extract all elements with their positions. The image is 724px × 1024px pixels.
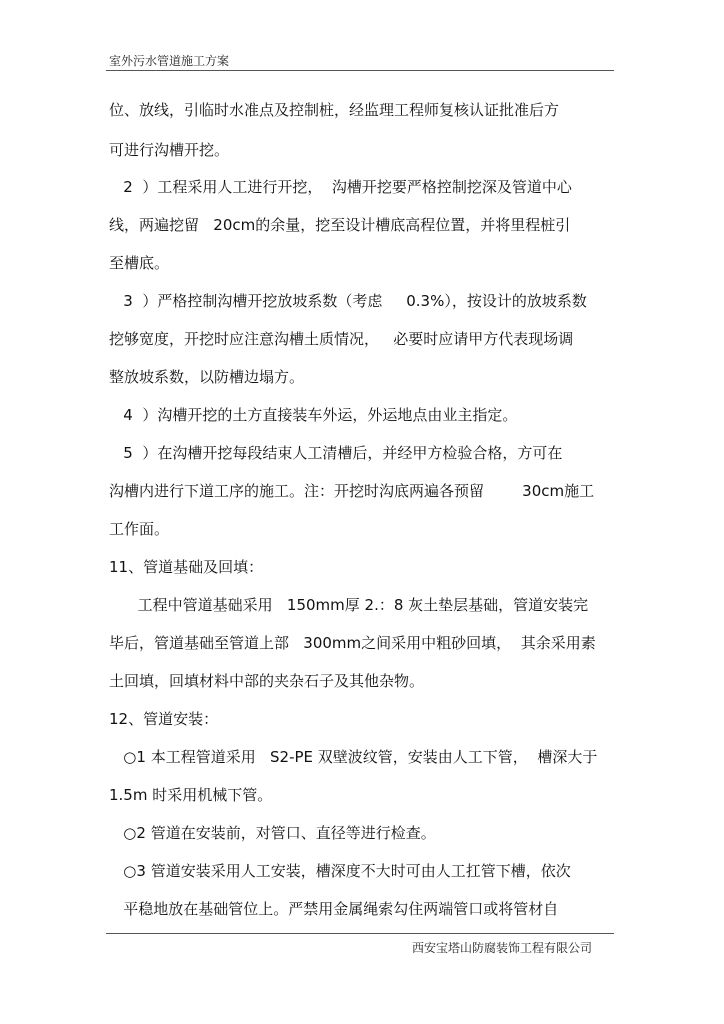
body-line: 5 ）在沟槽开挖每段结束人工清槽后，并经甲方检验合格，方可在 — [109, 444, 563, 462]
body-line: ○2 管道在安装前，对管口、直径等进行检查。 — [109, 824, 436, 842]
body-line: 位、放线，引临时水准点及控制桩，经监理工程师复核认证批准后方 — [109, 101, 560, 119]
body-line: ○1 本工程管道采用 S2-PE 双壁波纹管，安装由人工下管， 槽深大于 — [109, 748, 598, 766]
running-header-title: 室外污水管道施工方案 — [109, 54, 230, 68]
section-heading: 11、管道基础及回填： — [109, 558, 264, 576]
body-line: 3 ）严格控制沟槽开挖放坡系数（考虑 0.3%），按设计的放坡系数 — [109, 292, 587, 310]
body-line: 工作面。 — [109, 520, 170, 538]
section-heading: 12、管道安装： — [109, 710, 219, 728]
body-line: 沟槽内进行下道工序的施工。注：开挖时沟底两遍各预留 30cm施工 — [109, 482, 595, 500]
body-line: 线，两遍挖留 20cm的余量，挖至设计槽底高程位置，并将里程桩引 — [109, 216, 571, 234]
body-line: 平稳地放在基础管位上。严禁用金属绳索勾住两端管口或将管材自 — [109, 900, 559, 918]
footer-divider — [106, 933, 614, 934]
body-line: 土回填，回填材料中部的夹杂石子及其他杂物。 — [109, 672, 425, 690]
body-line: 整放坡系数，以防槽边塌方。 — [109, 368, 305, 386]
body-line: 4 ）沟槽开挖的土方直接装车外运，外运地点由业主指定。 — [109, 406, 518, 424]
body-line: 毕后，管道基础至管道上部 300mm之间采用中粗砂回填， 其余采用素 — [109, 634, 596, 652]
body-line: 2 ）工程采用人工进行开挖， 沟槽开挖要严格控制挖深及管道中心 — [109, 178, 572, 196]
body-line: 挖够宽度，开挖时应注意沟槽土质情况， 必要时应请甲方代表现场调 — [109, 330, 574, 348]
body-line: 至槽底。 — [109, 254, 170, 272]
body-line: 工程中管道基础采用 150mm厚 2.：8 灰土垫层基础，管道安装完 — [109, 596, 589, 614]
header-divider — [106, 70, 614, 71]
body-line: 可进行沟槽开挖。 — [109, 141, 230, 159]
running-footer-company: 西安宝塔山防腐装饰工程有限公司 — [412, 941, 593, 955]
body-line: ○3 管道安装采用人工安装，槽深度不大时可由人工扛管下槽，依次 — [109, 862, 571, 880]
body-line: 1.5m 时采用机械下管。 — [109, 786, 273, 804]
